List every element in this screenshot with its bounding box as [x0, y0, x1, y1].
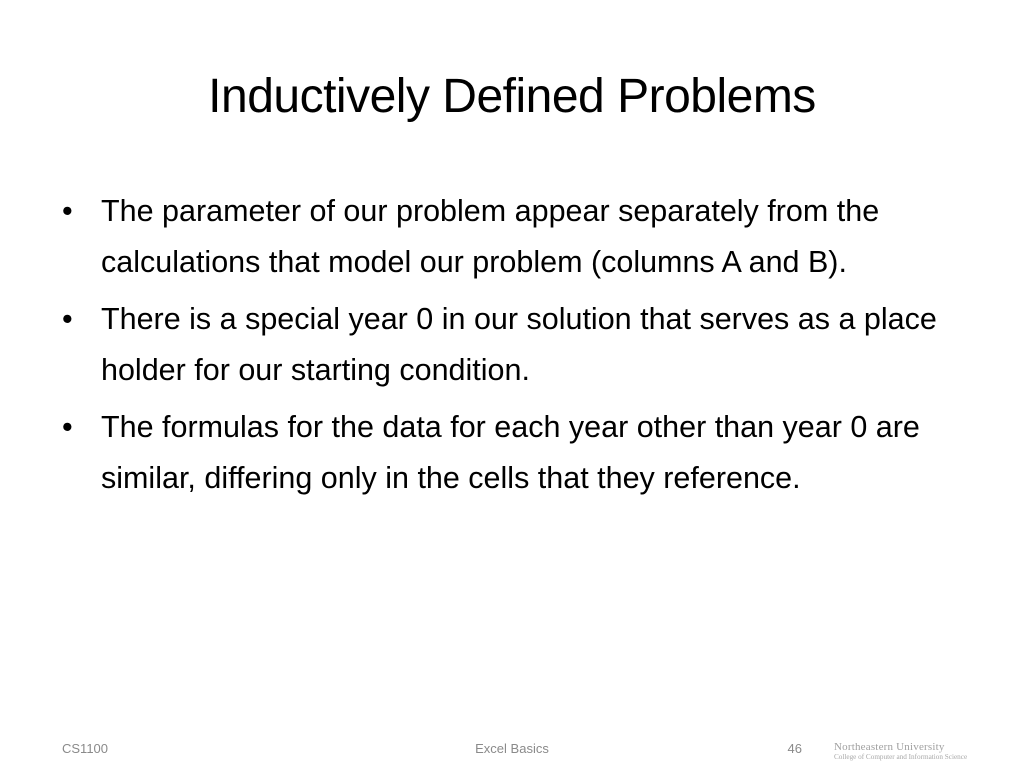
bullet-text: There is a special year 0 in our solution that serves as a place holder for our starting condition. [101, 302, 937, 387]
bullet-text: The formulas for the data for each year other than year 0 are similar, differing only in the cells that they reference. [101, 410, 920, 495]
bullet-icon: • [62, 302, 73, 336]
footer-course: CS1100 [62, 741, 109, 756]
bullet-text: The parameter of our problem appear separately from the calculations that model our problem (columns A and B). [101, 194, 880, 279]
footer-topic: Excel Basics [475, 741, 549, 756]
footer-page-number: 46 [787, 741, 802, 756]
slide-title: Inductively Defined Problems [208, 70, 816, 123]
logo-college-name: College of Computer and Information Science [834, 753, 968, 761]
bullet-icon: • [62, 194, 73, 228]
bullet-icon: • [62, 410, 73, 444]
bullet-item [62, 294, 952, 396]
bullet-item [62, 186, 952, 288]
bullet-list [62, 186, 952, 510]
university-logo [834, 741, 1024, 765]
logo-university-name: Northeastern University [834, 741, 945, 753]
bullet-item [62, 402, 952, 504]
